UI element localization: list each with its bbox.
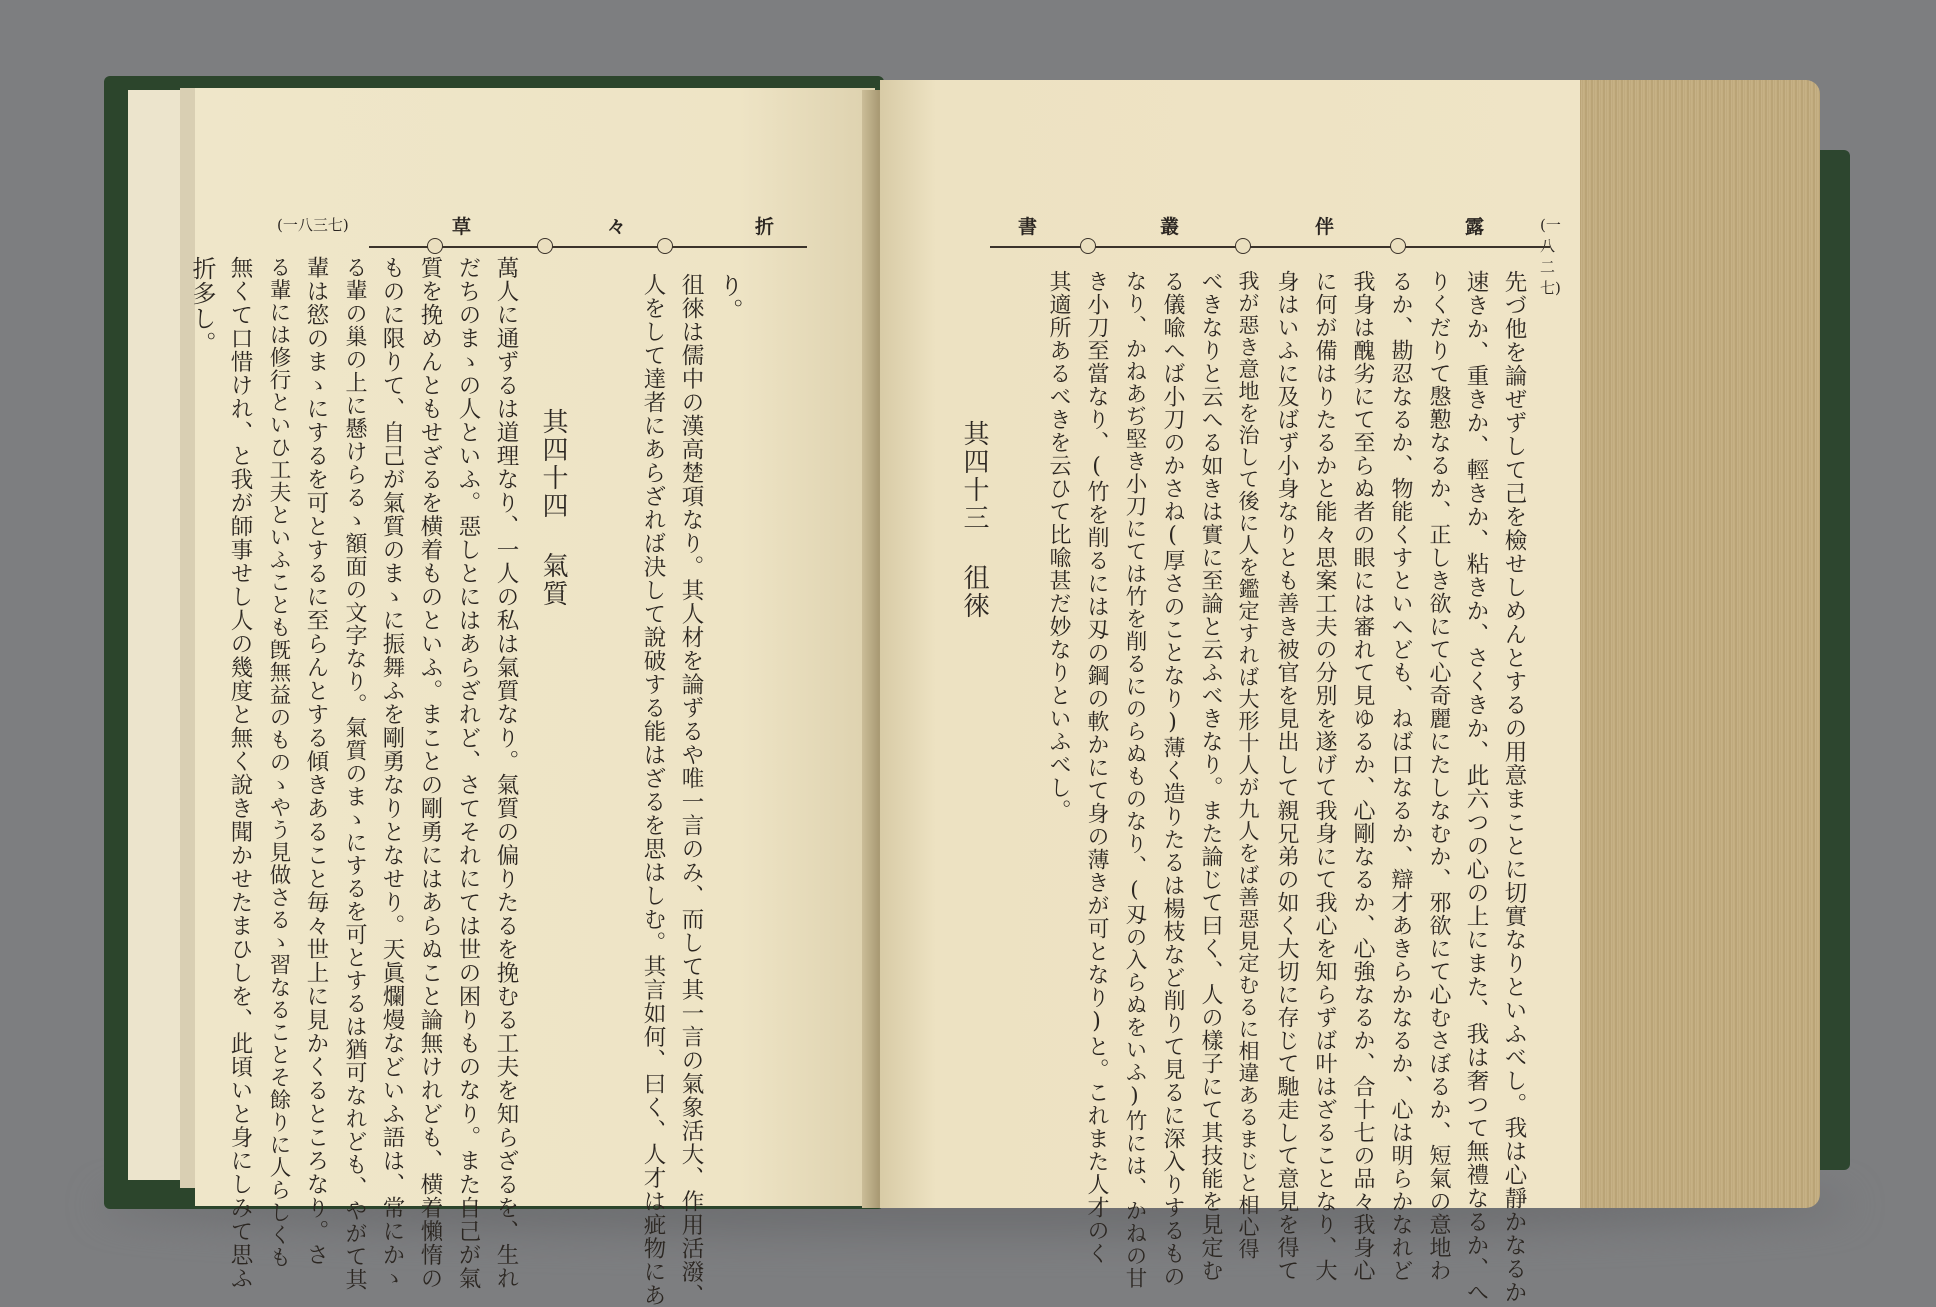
ornament-icon: [1080, 238, 1096, 254]
ornament-icon: [1390, 238, 1406, 254]
right-col-7: 身はいふに及ばず小身なりとも善き被官を見出して親兄弟の如く大切に存じて馳走して意見を得て: [1274, 270, 1299, 1282]
left-page-number: (一八三七): [277, 216, 349, 234]
right-col-6: に何が備はりたるかと能々思案工夫の分別を遂げて我身にて我心を知らずば叶はざることなり、大: [1312, 270, 1337, 1282]
left-col-7: ものに限りて、自己が氣質のまゝに振舞ふを剛勇なりとなせり。天眞爛熳などいふ語は、常にかゝ: [379, 256, 405, 1290]
right-col-8: 我が惡き意地を治して後に人を鑑定すれば大形十人が九人をば善惡見定むるに相違あるまじと相心得: [1236, 270, 1260, 1260]
right-col-11: なり、かねあぢ堅き小刀にては竹を削るにのらぬものなり、(刄の入らぬをいふ)竹には、かねの甘: [1122, 270, 1147, 1290]
ornament-icon: [1235, 238, 1251, 254]
left-header-char-3: 草: [452, 216, 472, 238]
section-title-43: 其四十三 徂徠: [959, 420, 989, 620]
ornament-icon: [537, 238, 553, 254]
right-col-5: 我身は醜劣にて至らぬ者の眼には審れて見ゆるか、心剛なるか、心強なるか、合十七の品々我身心: [1350, 270, 1375, 1282]
left-col-10: る輩には修行といひ工夫といふことも旣無益のものゝやう見做さるゝ習なることそ餘りに人らしくも: [266, 256, 291, 1269]
right-col-13: 其適所あるべきを云ひて比喩甚だ妙なりといふべし。: [1046, 270, 1071, 822]
page-fore-edge: [1540, 80, 1820, 1208]
left-page: [188, 88, 875, 1307]
right-page-header: [1010, 208, 1561, 297]
left-col-5: だちのまゝの人といふ。惡しとにはあらざれど、さてそれにては世の困りものなり。また自己が氣: [455, 256, 481, 1290]
left-col-8: る輩の巢の上に懸けらるゝ額面の文字なり。氣質のまゝにするを可とするは猶可なれども、やがて其: [342, 256, 367, 1291]
right-col-2: 速きか、重きか、輕きか、粘きか、さくきか、此六つの心の上にまた、我は奢つて無禮なるか、へ: [1463, 270, 1489, 1304]
section-title-44: 其四十四 氣質: [538, 408, 568, 608]
right-col-10: る儀喩へば小刀のかさね(厚さのことなり)薄く造りたるは楊枝など削りて見るに深入りするもの: [1160, 270, 1185, 1288]
ornament-icon: [427, 238, 443, 254]
left-col-12: 折多し。: [188, 256, 216, 356]
right-col-3: りくだりて慇懃なるか、正しき欲にて心奇麗にたしなむか、邪欲にて心むさぼるか、短氣の意地わ: [1426, 270, 1451, 1282]
right-col-4: るか、勘忍なるか、物能くすといへども、ねば口なるか、辯才あきらかなるか、心は明らかなれど: [1388, 270, 1413, 1282]
right-col-9: べきなりと云へる如きは實に至論と云ふべきなり。また論じて曰く、人の樣子にて其技能を見定む: [1198, 270, 1223, 1282]
right-col-1: 先づ他を論ぜずして己を檢せしめんとするの用意まことに切實なりといふべし。我は心靜かなるか: [1501, 270, 1527, 1304]
left-header-char-1: 折: [755, 216, 775, 238]
left-col-11: 無くて口惜けれ、と我が師事せし人の幾度と無く說き聞かせたまひしを、此頃いと身にしみて思ふ: [227, 256, 253, 1290]
right-page: [880, 80, 1580, 1304]
right-header-char-3: 叢: [1160, 216, 1180, 238]
left-col-4: 萬人に通ずるは道理なり、一人の私は氣質なり。氣質の偏りたるを挽むる工夫を知らざるを、生れ: [493, 256, 519, 1290]
ornament-icon: [657, 238, 673, 254]
right-page-number: (一八二七): [1540, 216, 1561, 297]
right-col-12: き小刀至當なり、(竹を削るには刄の鋼の軟かにて身の薄きが可となり)と。これまた人才のく: [1084, 270, 1109, 1265]
right-header-char-2: 伴: [1315, 216, 1335, 238]
right-header-char-4: 書: [1018, 216, 1038, 238]
left-col-1: り。: [715, 273, 743, 323]
left-col-2: 徂徠は儒中の漢高楚項なり。其人材を論ずるや唯一言のみ、而して其一言の氣象活大、作用活潑、: [678, 273, 704, 1307]
left-col-9: 輩は慾のまゝにするを可とするに至らんとする傾きあること毎々世上に見かくるところなり。さ: [303, 256, 329, 1267]
left-col-6: 質を挽めんともせざるを横着ものといふ。まことの剛勇にはあらぬこと論無けれども、横着懶惰の: [417, 256, 443, 1290]
left-header-char-2: 々: [607, 216, 627, 238]
right-header-char-1: 露: [1465, 216, 1485, 238]
left-col-3: 人をして達者にあらざれば決して說破する能はざるを思はしむ。其言如何、曰く、人才は疵物にあ: [640, 273, 666, 1307]
right-header-rule: [990, 246, 1550, 248]
left-page-header: [277, 208, 807, 248]
